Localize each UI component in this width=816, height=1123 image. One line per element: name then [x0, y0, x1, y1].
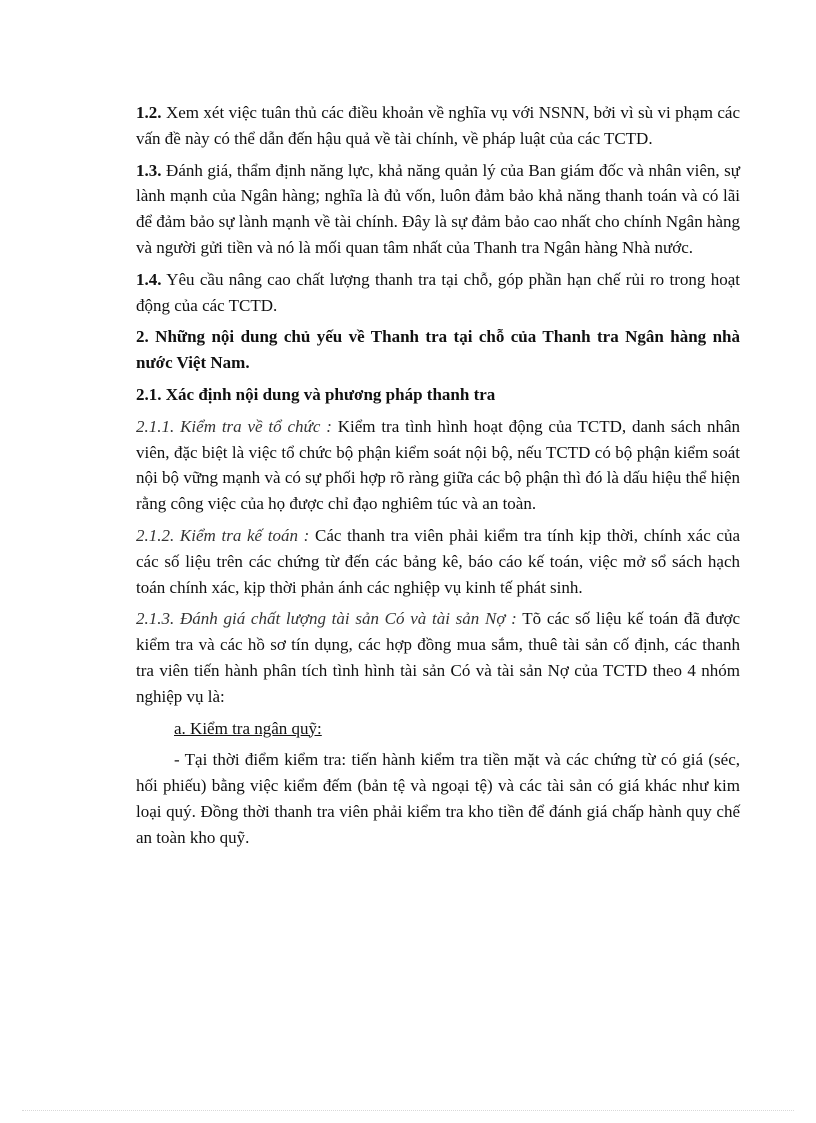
- subheading-a: a. Kiểm tra ngân quỹ:: [174, 718, 322, 738]
- paragraph-1-4: [136, 267, 740, 319]
- paragraph-text: Yêu cầu nâng cao chất lượng thanh tra tại chỗ, góp phần hạn chế rủi ro trong hoạt động của các TCTD.: [136, 269, 740, 315]
- document-body: [136, 100, 740, 857]
- paragraph-1-3: [136, 158, 740, 261]
- heading-2-1: 2.1. Xác định nội dung và phương pháp thanh tra: [136, 384, 496, 404]
- subsection-label: 2.1.2. Kiểm tra kế toán :: [136, 525, 310, 545]
- paragraph-1-2: [136, 100, 740, 152]
- section-number: 1.4.: [136, 269, 162, 289]
- paragraph-text: Xem xét việc tuân thủ các điều khoản về nghĩa vụ với NSNN, bởi vì sù vi phạm các vấn đề này có thể dẫn đến hậu quả về tài chính, về pháp luật của các TCTD.: [136, 103, 741, 148]
- paragraph-text: Kiểm tra tình hình hoạt động của TCTD, danh sách nhân viên, đặc biệt là việc tổ chức bộ phận kiểm soát nội bộ, nếu TCTD có bộ phận kiểm soát nội bộ vững mạnh và có sự phối hợp rõ ràng giữa các bộ phận thì đó là dấu hiệu thể hiện rằng công việc của họ được chỉ đạo nghiêm túc và an toàn.: [136, 416, 740, 514]
- paragraph-2-1-3: [136, 606, 740, 709]
- section-number: 1.2.: [136, 103, 162, 122]
- heading-2: 2. Những nội dung chủ yếu về Thanh tra tại chỗ của Thanh tra Ngân hàng nhà nước Việt Nam.: [136, 327, 740, 373]
- paragraph-text: Tõ các số liệu kế toán đã được kiểm tra và các hồ sơ tín dụng, các hợp đồng mua sắm, thuê tài sản cố định, các thanh tra viên tiến hành phân tích tình hình tài sản Có và tài sản Nợ của TCTD theo 4 nhóm nghiệp vụ là:: [136, 609, 740, 706]
- paragraph-2-1-2: [136, 523, 740, 600]
- paragraph-2-1-1: [136, 414, 740, 517]
- subsection-label: 2.1.1. Kiểm tra về tổ chức :: [136, 416, 332, 436]
- paragraph-text: Đánh giá, thẩm định năng lực, khả năng quản lý của Ban giám đốc và nhân viên, sự lành mạnh của Ngân hàng; nghĩa là đủ vốn, luôn đảm bảo khả năng thanh toán và có lãi để đảm bảo sự lành mạnh về tài chính. Đây là sự đảm bảo cao nhất cho chính Ngân hàng và người gửi tiền và nó là mối quan tâm nhất của Thanh tra Ngân hàng Nhà nước.: [136, 160, 740, 257]
- page-bottom-divider: [22, 1110, 794, 1111]
- paragraph-a: - Tại thời điểm kiểm tra: tiến hành kiểm tra tiền mặt và các chứng từ có giá (séc, hối phiếu) bằng việc kiểm đếm (bản tệ và ngoại tệ) và các tài sản có giá khác như kim loại quý. Đồng thời thanh tra viên phải kiểm tra kho tiền để đánh giá chấp hành quy chế an toàn kho quỹ.: [136, 750, 740, 847]
- subsection-label: 2.1.3. Đánh giá chất lượng tài sản Có và tài sản Nợ :: [136, 609, 517, 629]
- section-number: 1.3.: [136, 160, 162, 180]
- paragraph-text: Các thanh tra viên phải kiểm tra tính kịp thời, chính xác của các số liệu trên các chứng từ đến các bảng kê, báo cáo kế toán, việc mở sổ sách hạch toán chính xác, kịp thời phản ánh các nghiệp vụ kinh tế phát sinh.: [136, 525, 741, 597]
